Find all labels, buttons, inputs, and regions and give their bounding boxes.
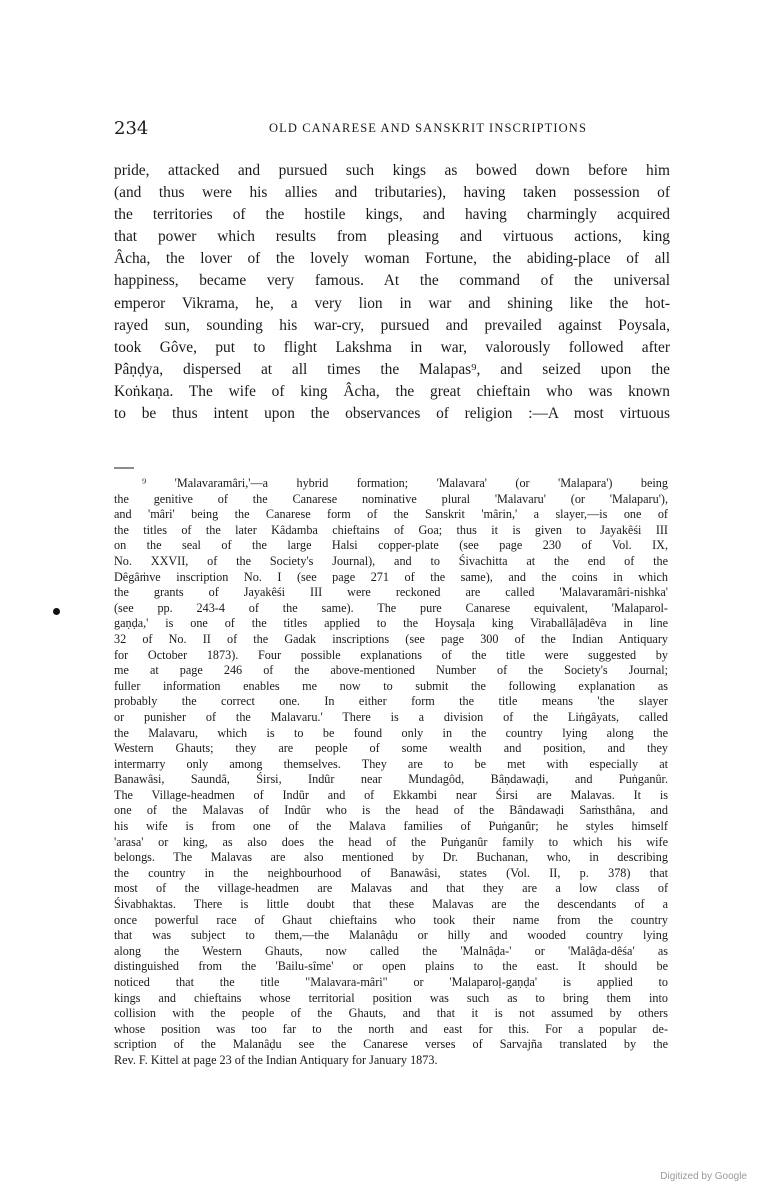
- footnote-line: one of the Malavas of Indûr who is the head of the Bândawaḍi Saṁsthâna, and: [114, 803, 668, 818]
- footnote-line: the country in the neighbourhood of Banawâsi, states (Vol. II, p. 378) that: [114, 865, 668, 880]
- footnote-line: 32 of No. II of the Gadak inscriptions (see page 300 of the Indian Antiquary: [114, 631, 668, 646]
- footnote-rule: [114, 467, 134, 469]
- footnote: [114, 476, 668, 1069]
- body-line: took Gôve, put to flight Lakshma in war, valorously followed after: [114, 338, 670, 356]
- footnote-line: on the seal of the large Halsi copper-plate (see page 230 of Vol. IX,: [114, 538, 668, 553]
- footnote-line: Dêgâṁve inscription No. I (see page 271 of the same), and the coins in which: [114, 569, 668, 584]
- running-title: OLD CANARESE AND SANSKRIT INSCRIPTIONS: [269, 121, 587, 135]
- footnote-line: 'arasa' or king, as also does the head of the Puṅganûr family to which his wife: [114, 834, 668, 849]
- footnote-line: once powerful race of Ghaut chieftains who took their name from the country: [114, 912, 668, 927]
- footnote-line: his wife is from one of the Malava families of Puṅganûr; he styles himself: [114, 819, 668, 834]
- footnote-line: gaṇḍa,' is one of the titles applied to the Hoysaḷa king Viraballâḷadêva in line: [114, 616, 668, 631]
- body-line: to be thus intent upon the observances of religion :—A most virtuous: [114, 405, 670, 423]
- body-line: emperor Vikrama, he, a very lion in war and shining like the hot-: [114, 294, 670, 312]
- footnote-line: distinguished from the 'Bailu-sîme' or open plains to the east. It should be: [114, 959, 668, 974]
- footnote-line: belongs. The Malavas are also mentioned by Dr. Buchanan, who, in describing: [114, 850, 668, 865]
- footnote-line: fuller information enables me now to submit the following explanation as: [114, 678, 668, 693]
- footnote-line: for October 1873). Four possible explanations of the title were suggested by: [114, 647, 668, 662]
- main-text: [114, 160, 670, 425]
- footnote-line: scription of the Malanâḍu see the Canarese verses of Sarvajña translated by the: [114, 1037, 668, 1052]
- footnote-line: The Village-headmen of Indûr and of Ekkambi near Śirsi are Malavas. It is: [114, 787, 668, 802]
- footnote-line: and 'mâri' being the Canarese form of the Sanskrit 'mârin,' a slayer,—is one of: [114, 507, 668, 522]
- footnote-line: noticed that the title "Malavara-mâri" or 'Malaparoḷ-gaṇḍa' is applied to: [114, 975, 668, 989]
- body-line: Koṅkaṇa. The wife of king Âcha, the great chieftain who was known: [114, 382, 670, 400]
- footnote-line: most of the village-headmen are Malavas and that they are a low class of: [114, 881, 668, 896]
- body-line: Pâṇḍya, dispersed at all times the Malapas⁹, and seized upon the: [114, 360, 670, 378]
- footnote-line: me at page 246 of the above-mentioned Number of the Society's Journal;: [114, 663, 668, 678]
- body-line: that power which results from pleasing and virtuous actions, king: [114, 228, 670, 246]
- footnote-line: Western Ghauts; they are people of some wealth and position, and they: [114, 741, 668, 756]
- footnote-line: probably the correct one. In either form the title means 'the slayer: [114, 694, 668, 709]
- footnote-line: collision with the people of the Ghauts, and that it is not assumed by others: [114, 1006, 668, 1021]
- footnote-line: or punisher of the Malavaru.' There is a division of the Liṅgâyats, called: [114, 709, 668, 724]
- body-line: the territories of the hostile kings, and having charmingly acquired: [114, 206, 670, 224]
- body-line: pride, attacked and pursued such kings as bowed down before him: [114, 162, 670, 179]
- footnote-line: No. XXVII, of the Society's Journal), and to Śivachitta at the end of the: [114, 553, 668, 568]
- footnote-line: the Malavaru, which is to be found only in the country lying along the: [114, 725, 668, 740]
- watermark: Digitized by Google: [660, 1171, 747, 1182]
- margin-mark: [53, 608, 60, 615]
- footnote-line: kings and chieftains whose territorial position was such as to bring them into: [114, 990, 668, 1005]
- page-header: [114, 118, 662, 140]
- footnote-line: Śivabhaktas. There is little doubt that these Malavas are the descendants of a: [114, 897, 668, 912]
- footnote-line: the grants of Jayakêśi III were reckoned are called 'Malavaramâri-nishka': [114, 585, 668, 600]
- body-line: rayed sun, sounding his war-cry, pursued and prevailed against Poysala,: [114, 316, 670, 334]
- footnote-line: intermarry only among themselves. They are to be met with especially at: [114, 756, 668, 771]
- footnote-line: Rev. F. Kittel at page 23 of the Indian Antiquary for January 1873.: [114, 1052, 438, 1067]
- footnote-line: the genitive of the Canarese nominative plural 'Malavaru' (or 'Malaparu'),: [114, 491, 668, 506]
- page-number: 234: [114, 118, 149, 139]
- footnote-line: Banawâsi, Saundâ, Śirsi, Indûr near Mundagôd, Bâṇdawaḍi, and Puṅganûr.: [114, 772, 668, 787]
- footnote-line: ⁹ 'Malavaramâri,'—a hybrid formation; 'Malavara' (or 'Malapara') being: [142, 476, 668, 490]
- footnote-line: that was subject to them,—the Malanâḍu or hilly and wooded country lying: [114, 928, 668, 943]
- body-line: Âcha, the lover of the lovely woman Fortune, the abiding-place of all: [114, 250, 670, 268]
- footnote-line: the titles of the later Kâdamba chieftains of Goa; thus it is given to Jayakêśi III: [114, 522, 668, 537]
- body-line: (and thus were his allies and tributaries), having taken possession of: [114, 184, 670, 202]
- footnote-line: along the Western Ghauts, now called the 'Malnâḍa-' or 'Malâḍa-dêśa' as: [114, 943, 668, 958]
- body-line: happiness, became very famous. At the command of the universal: [114, 272, 670, 290]
- footnote-line: whose position was too far to the north and east for this. For a popular de-: [114, 1021, 668, 1036]
- footnote-line: (see pp. 243-4 of the same). The pure Canarese equivalent, 'Malaparol-: [114, 600, 668, 615]
